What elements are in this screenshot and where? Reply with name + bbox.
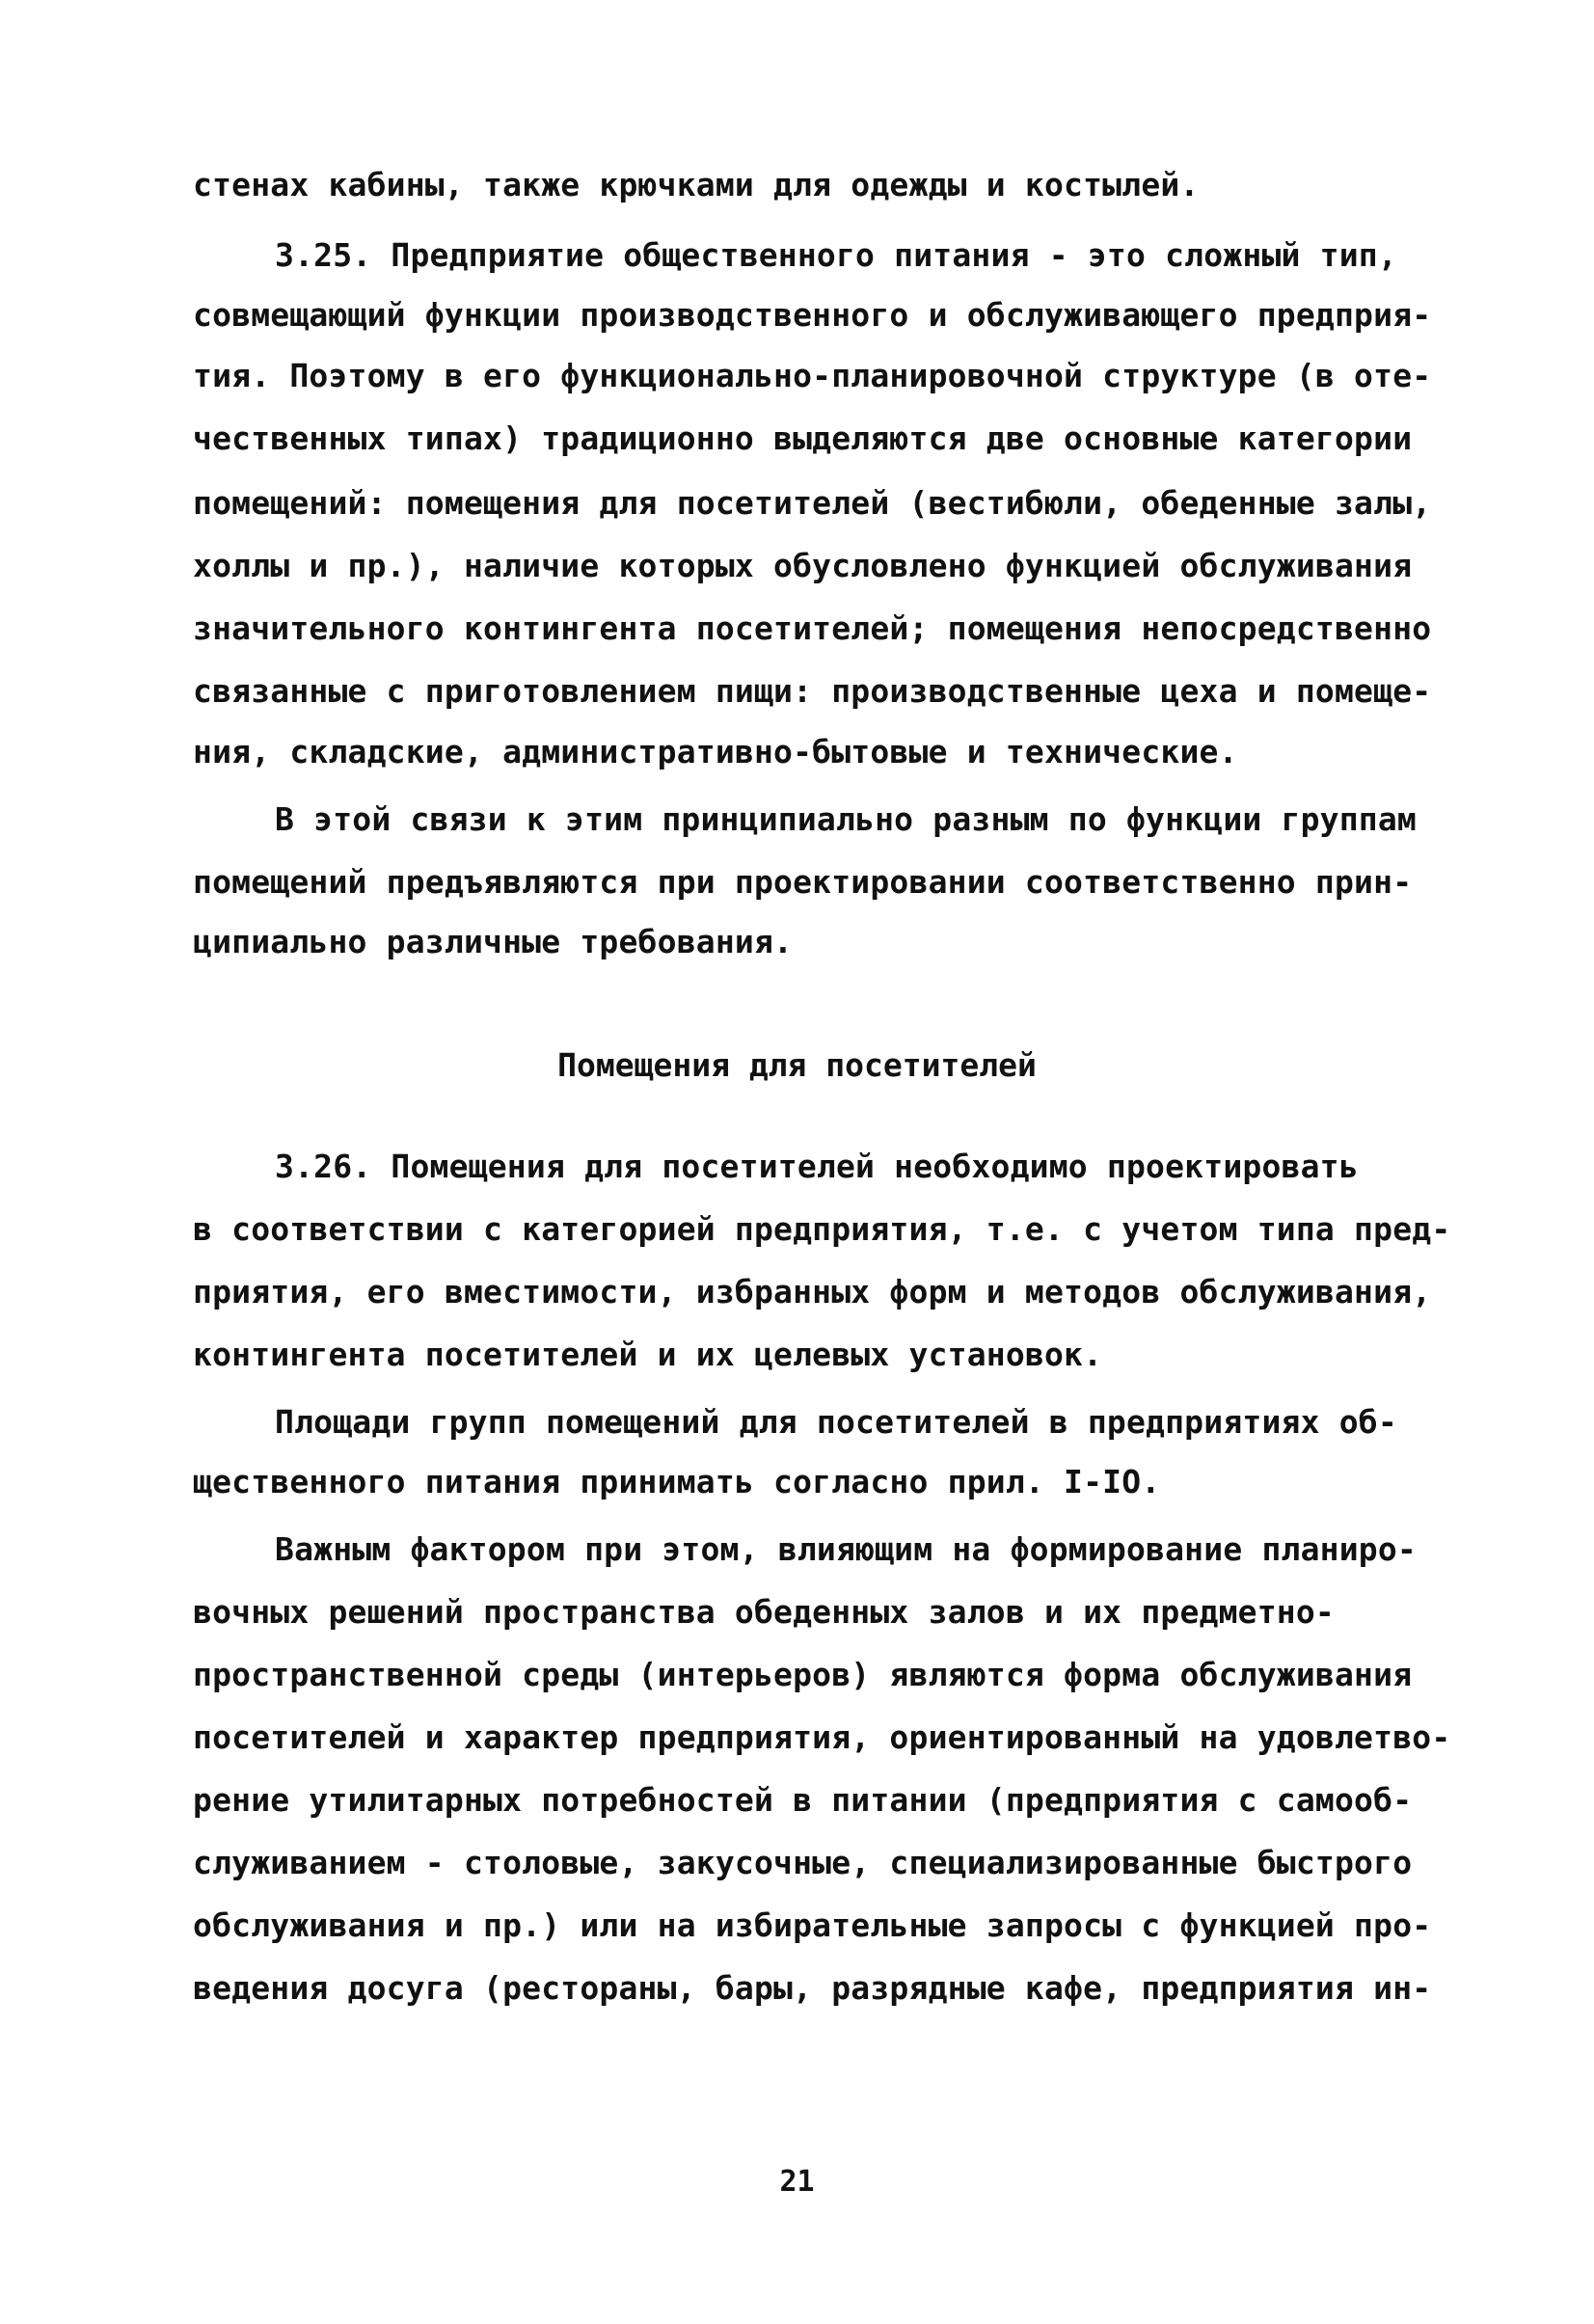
- text-line: посетителей и характер предприятия, ориентированный на удовлетво-: [193, 1718, 1451, 1756]
- text-line: помещений: помещения для посетителей (вестибюли, обеденные залы,: [193, 484, 1432, 522]
- text-line: обслуживания и пр.) или на избирательные запросы с функцией про-: [193, 1906, 1432, 1944]
- text-line: ния, складские, административно-бытовые и технические.: [193, 733, 1238, 770]
- text-line: приятия, его вместимости, избранных форм и методов обслуживания,: [193, 1273, 1432, 1311]
- text-line: связанные с приготовлением пищи: производственные цеха и помеще-: [193, 672, 1432, 710]
- text-line: вочных решений пространства обеденных залов и их предметно-: [193, 1593, 1335, 1631]
- text-line: В этой связи к этим принципиально разным по функции группам: [275, 800, 1417, 838]
- text-line: контингента посетителей и их целевых установок.: [193, 1336, 1103, 1373]
- text-line: служиванием - столовые, закусочные, специализированные быстрого: [193, 1844, 1413, 1881]
- text-line: Важным фактором при этом, влияющим на формирование планиро-: [275, 1530, 1417, 1568]
- text-line: ведения досуга (рестораны, бары, разрядные кафе, предприятия ин-: [193, 1969, 1432, 2007]
- text-line: Площади групп помещений для посетителей в предприятиях об-: [275, 1403, 1397, 1441]
- text-line: значительного контингента посетителей; помещения непосредственно: [193, 609, 1432, 647]
- text-line: щественного питания принимать согласно прил. I-IO.: [193, 1463, 1161, 1500]
- text-line: ципиально различные требования.: [193, 923, 794, 960]
- text-line: холлы и пр.), наличие которых обусловлено функцией обслуживания: [193, 547, 1413, 584]
- text-line: 3.26. Помещения для посетителей необходимо проектировать: [275, 1148, 1359, 1185]
- text-line: в соответствии с категорией предприятия, т.е. с учетом типа пред-: [193, 1210, 1451, 1248]
- text-line: 3.25. Предприятие общественного питания - это сложный тип,: [275, 236, 1397, 274]
- page-number: 21: [779, 2165, 815, 2199]
- text-line: совмещающий функции производственного и обслуживающего предприя-: [193, 296, 1432, 334]
- text-line: тия. Поэтому в его функционально-планировочной структуре (в оте-: [193, 357, 1432, 394]
- text-line: чественных типах) традиционно выделяются две основные категории: [193, 419, 1413, 457]
- text-line: пространственной среды (интерьеров) являются форма обслуживания: [193, 1656, 1413, 1693]
- text-line: стенах кабины, также крючками для одежды и костылей.: [193, 166, 1200, 203]
- section-heading: Помещения для посетителей: [557, 1046, 1037, 1084]
- text-line: рение утилитарных потребностей в питании (предприятия с самооб-: [193, 1781, 1413, 1819]
- text-line: помещений предъявляются при проектировании соответственно прин-: [193, 863, 1413, 901]
